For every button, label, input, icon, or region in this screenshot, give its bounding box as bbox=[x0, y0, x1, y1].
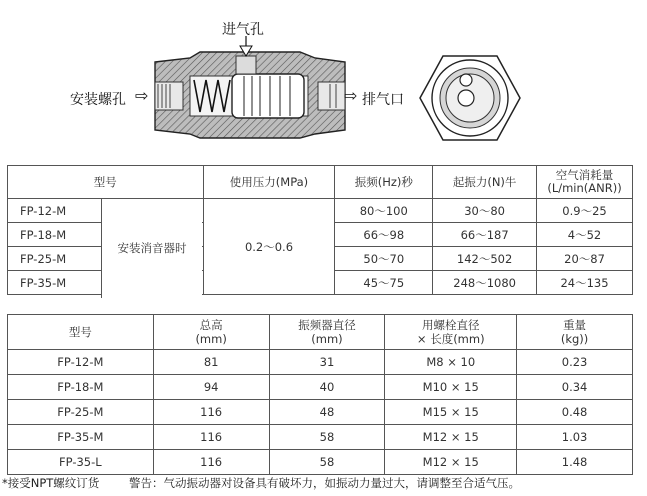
force-cell: 30～80 bbox=[433, 199, 537, 223]
model-cell: FP-35-L bbox=[8, 450, 154, 475]
frequency-cell: 80～100 bbox=[335, 199, 433, 223]
header-height-label: 总高 bbox=[199, 318, 223, 332]
table-header-row bbox=[8, 166, 633, 199]
bolt-cell: M8 × 10 bbox=[385, 350, 517, 375]
model-cell: FP-18-M bbox=[8, 375, 154, 400]
header-force: 起振力(N)牛 bbox=[433, 166, 537, 199]
height-cell: 116 bbox=[153, 425, 269, 450]
bolt-cell: M12 × 15 bbox=[385, 425, 517, 450]
height-cell: 116 bbox=[153, 400, 269, 425]
vibrator-diagram bbox=[0, 0, 647, 160]
air-cell: 4～52 bbox=[537, 223, 633, 247]
height-cell: 81 bbox=[153, 350, 269, 375]
model-value: FP-25-M bbox=[20, 251, 67, 266]
model-cell: FP-25-M bbox=[8, 400, 154, 425]
header-air-label: 空气消耗量 bbox=[555, 168, 614, 182]
air-cell: 24～135 bbox=[537, 271, 633, 295]
header-model: 型号 bbox=[8, 315, 154, 350]
header-pressure: 使用压力(MPa) bbox=[203, 166, 335, 199]
table-row bbox=[8, 450, 633, 475]
bolt-cell: M10 × 15 bbox=[385, 375, 517, 400]
header-bolt-unit: × 长度(mm) bbox=[416, 332, 485, 346]
height-cell: 116 bbox=[153, 450, 269, 475]
diameter-cell: 40 bbox=[269, 375, 385, 400]
cross-section-drawing bbox=[0, 0, 647, 160]
header-bolt bbox=[385, 315, 517, 350]
header-diameter bbox=[269, 315, 385, 350]
header-air-consumption bbox=[537, 166, 633, 199]
diameter-cell: 58 bbox=[269, 450, 385, 475]
table-header-row bbox=[8, 315, 633, 350]
table-row bbox=[8, 375, 633, 400]
diameter-cell: 31 bbox=[269, 350, 385, 375]
air-cell: 20～87 bbox=[537, 247, 633, 271]
table-row bbox=[8, 425, 633, 450]
air-cell: 0.9～25 bbox=[537, 199, 633, 223]
frequency-cell: 50～70 bbox=[335, 247, 433, 271]
force-cell: 142～502 bbox=[433, 247, 537, 271]
header-weight bbox=[517, 315, 633, 350]
pressure-cell: 0.2～0.6 bbox=[203, 199, 335, 295]
force-cell: 248～1080 bbox=[433, 271, 537, 295]
model-cell: FP-35-M bbox=[8, 425, 154, 450]
install-muffler-label: 安装消音器时 bbox=[117, 241, 187, 255]
table-row bbox=[8, 350, 633, 375]
weight-cell: 0.34 bbox=[517, 375, 633, 400]
frequency-cell: 66～98 bbox=[335, 223, 433, 247]
header-weight-label: 重量 bbox=[563, 318, 587, 332]
bolt-cell: M15 × 15 bbox=[385, 400, 517, 425]
weight-cell: 1.48 bbox=[517, 450, 633, 475]
exhaust-label: 排气口 bbox=[362, 92, 404, 108]
exhaust-arrow-icon: ⇨ bbox=[344, 86, 358, 105]
header-air-unit: (L/min(ANR)) bbox=[547, 181, 622, 195]
inlet-label: 进气孔 bbox=[222, 22, 264, 38]
header-diameter-unit: (mm) bbox=[311, 332, 343, 346]
dimensions-table bbox=[7, 314, 633, 475]
warning-note: 警告：气动振动器对设备具有破坏力，如振动力量过大，请调整至合适气压。 bbox=[128, 476, 520, 490]
npt-note: *接受NPT螺纹订货 bbox=[2, 476, 100, 490]
model-value: FP-35-M bbox=[20, 275, 67, 290]
table-row bbox=[8, 400, 633, 425]
height-cell: 94 bbox=[153, 375, 269, 400]
weight-cell: 1.03 bbox=[517, 425, 633, 450]
header-bolt-label: 用螺栓直径 bbox=[422, 318, 480, 332]
header-model: 型号 bbox=[8, 166, 204, 199]
mount-hole-label: 安装螺孔 bbox=[70, 92, 126, 108]
model-cell: FP-12-M bbox=[8, 350, 154, 375]
weight-cell: 0.23 bbox=[517, 350, 633, 375]
header-height-unit: (mm) bbox=[195, 332, 227, 346]
diameter-cell: 48 bbox=[269, 400, 385, 425]
model-value: FP-18-M bbox=[20, 227, 67, 242]
frequency-cell: 45～75 bbox=[335, 271, 433, 295]
bolt-cell: M12 × 15 bbox=[385, 450, 517, 475]
header-frequency: 振频(Hz)秒 bbox=[335, 166, 433, 199]
header-weight-unit: (kg)) bbox=[560, 332, 589, 346]
header-height bbox=[153, 315, 269, 350]
model-value: FP-12-M bbox=[20, 203, 67, 218]
footer-notes bbox=[2, 475, 647, 491]
force-cell: 66～187 bbox=[433, 223, 537, 247]
weight-cell: 0.48 bbox=[517, 400, 633, 425]
mount-arrow-icon: ⇨ bbox=[135, 86, 149, 105]
diameter-cell: 58 bbox=[269, 425, 385, 450]
header-diameter-label: 振频器直径 bbox=[298, 318, 356, 332]
